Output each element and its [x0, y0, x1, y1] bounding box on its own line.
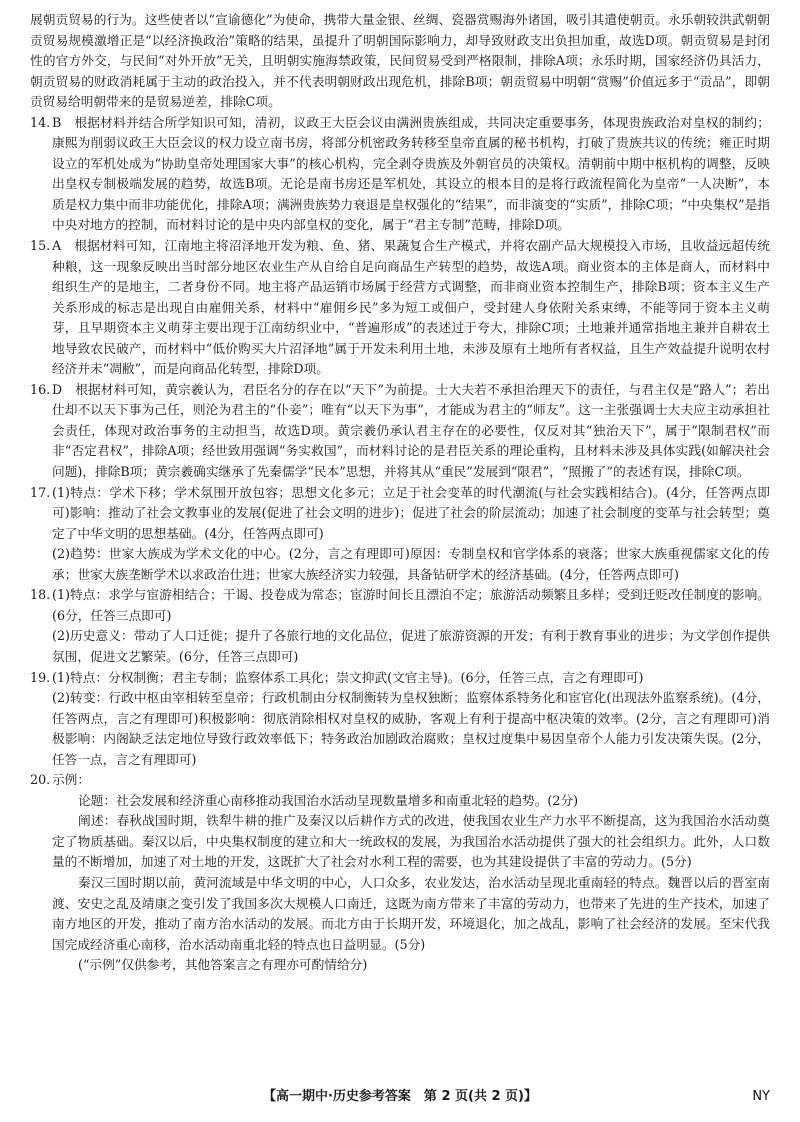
footer-code: NY	[752, 1089, 770, 1104]
answer-18-part-2: (2)历史意义：带动了人口迁徙；提升了各旅行地的文化品位，促进了旅游资源的开发；有利于教育事业的进步；为文学创作提供氛围，促进文艺繁荣。(6分，任答三点即可)	[52, 628, 770, 664]
answer-number: 14.	[30, 114, 51, 130]
footer-page-info: 【高一期中·历史参考答案 第 2 页(共 2 页)】	[262, 1089, 538, 1104]
answer-number: 18.	[30, 587, 51, 603]
answer-19	[30, 668, 770, 771]
answer-16	[30, 380, 770, 483]
answer-17-part-2: (2)趋势：世家大族成为学术文化的中心。(2分，言之有理即可)原因：专制皇权和官学体系的衰落；世家大族重视儒家文化的传承；世家大族垄断学术以求政治仕进；世家大族经济实力较强，具备钻研学术的经济基础。(4分，任答两点即可)	[52, 546, 770, 582]
q13-continuation: 展朝贡贸易的行为。这些使者以“宣谕德化”为使命，携带大量金银、丝绸、瓷器赏赐海外诸国，吸引其遣使朝贡。永乐朝较洪武朝朝贡贸易规模激增正是“以经济换政治”策略的结果，虽提升了明朝国际影响力，却导致财政支出负担加重，故选D项。朝贡贸易是封闭性的官方外交，与民间“对外开放”无关，且明朝实施海禁政策，民间贸易受到严格限制，排除A项；永乐时期，国家经济仍具活力，朝贡贸易的财政消耗属于主动的政治投入，并不代表明朝财政出现危机，排除B项；朝贡贸易中明朝“赏赐”价值远多于“贡品”，即朝贡贸易给明朝带来的是贸易逆差，排除C项。	[30, 12, 770, 110]
answer-20-elaboration: 阐述：春秋战国时期，铁犁牛耕的推广及秦汉以后耕作方式的改进，使我国农业生产力水平不断提高，这为我国治水活动奠定了物质基础。秦汉以后，中央集权制度的建立和大一统政权的发展，为我国治水活动提供了强大的社会组织力。此外，人口数量的不断增加，加速了对土地的开发，这既扩大了社会对水利工程的需要，也为其建设提供了丰富的劳动力。(5分)	[52, 813, 770, 870]
answer-20	[30, 770, 770, 975]
answer-number: 17.	[30, 484, 51, 500]
answer-19-part-2: (2)转变：行政中枢由宰相转至皇帝；行政机制由分权制衡转为皇权独断；监察体系特务化和宦官化(出现法外监察系统)。(4分，任答两点，言之有理即可)积极影响：彻底消除相权对皇权的威胁，客观上有利于提高中枢决策的效率。(2分，言之有理即可)消极影响：内阁缺乏法定地位导致行政效率低下；特务政治加剧政治腐败；皇权过度集中易因皇帝个人能力引发决策失误。(2分，任答一点，言之有理即可)	[52, 690, 770, 767]
answer-20-note: (“示例”仅供参考，其他答案言之有理亦可酌情给分)	[78, 957, 368, 973]
answer-18-part-1: (1)特点：求学与宦游相结合；干谒、投卷成为常态；宦游时间长且漂泊不定；旅游活动频繁且多样；受到迁贬改任制度的影响。(6分，任答三点即可)	[52, 587, 770, 623]
answer-15	[30, 236, 770, 380]
answer-number: 20.	[30, 772, 51, 788]
answer-number: 19.	[30, 669, 51, 685]
answer-text: (1)特点：学术下移；学术氛围开放包容；思想文化多元；立足于社会变革的时代潮流(与社会实践相结合)。(4分，任答两点即可)影响：推动了社会文教事业的发展(促进了社会文明的进步)；促进了社会的阶层流动；加速了社会制度的变革与社会转型；奠定了中华文明的思想基础。(4分，任答两点即可)	[52, 484, 770, 541]
answer-17	[30, 483, 770, 586]
answer-20-heading: 示例：	[52, 772, 91, 788]
answer-text: D 根据材料可知，黄宗羲认为，君臣名分的存在以“天下”为前提。士大夫若不承担治理天下的责任，与君主仅是“路人”；若出仕却不以天下事为己任，则沦为君主的“仆妾”；唯有“以天下为事”，才能成为君主的“师友”。这一主张强调士大夫应主动承担社会责任，体现对政治事务的主动担当，故选D项。黄宗羲仍承认君主存在的必要性，仅反对其“独治天下”，属于“限制君权”而非“否定君权”，排除A项；经世致用强调“务实救国”，而材料讨论的是君臣关系的理论重构，且材料未涉及具体实践(如解决社会问题)，排除B项；黄宗羲确实继承了先秦儒学“民本”思想，并将其从“重民”发展到“限君”，“照搬了”的表述有误，排除C项。	[52, 381, 770, 480]
answer-number: 15.	[30, 238, 51, 254]
answer-18	[30, 585, 770, 667]
page-footer	[0, 1087, 800, 1107]
answer-14	[30, 113, 770, 236]
answer-20-thesis: 论题：社会发展和经济重心南移推动我国治水活动呈现数量增多和南重北轻的趋势。(2分)	[78, 792, 579, 808]
answer-text: B 根据材料并结合所学知识可知，清初，议政王大臣会议由满洲贵族组成，共同决定重要事务，体现贵族政治对皇权的制约；康熙为削弱议政王大臣会议的权力设立南书房，将部分机密政务转移至皇帝直属的秘书机构，打破了贵族共议的传统；雍正时期设立的军机处成为“协助皇帝处理国家大事”的核心机构，完全剥夺贵族及外朝官员的决策权。清朝前中期中枢机构的调整，反映出皇权专制极端发展的趋势，故选B项。无论是南书房还是军机处，其设立的根本目的是将行政流程简化为皇帝“一人决断”，本质是权力集中而非功能优化，排除A项；满洲贵族势力衰退是皇权强化的“结果”，而非演变的“实质”，排除C项；“中央集权”是指中央对地方的控制，而材料讨论的是中央内部皇权的变化，属于“君主专制”范畴，排除D项。	[52, 114, 770, 233]
answer-19-part-1: (1)特点：分权制衡；君主专制；监察体系工具化；崇文抑武(文官主导)。(6分，任答三点，言之有理即可)	[52, 669, 644, 685]
answer-content	[30, 10, 770, 976]
answer-20-paragraph: 秦汉三国时期以前，黄河流域是中华文明的中心，人口众多，农业发达，治水活动呈现北重南轻的特点。魏晋以后的晋室南渡、安史之乱及靖康之变引发了我国多次大规模人口南迁，这既为南方带来了丰富的劳动力，也带来了先进的生产技术，加速了南方地区的开发，推动了南方治水活动的发展。而北方由于长期开发，环境退化，加之战乱，影响了社会经济的发展。至宋代我国完成经济重心南移，治水活动南重北轻的特点也日益明显。(5分)	[52, 874, 770, 952]
answer-number: 16.	[30, 381, 51, 397]
answer-text: A 根据材料可知，江南地主将沼泽地开发为粮、鱼、猪、果蔬复合生产模式，并将农副产品大规模投入市场，且收益远超传统种粮，这一现象反映出当时部分地区农业生产从自给自足向商品生产转型的趋势，故选A项。商业资本的主体是商人，而材料中组织生产的是地主，二者身份不同。地主将产品运销市场属于经营方式调整，而非商业资本控制生产，排除B项；资本主义生产关系形成的标志是出现自由雇佣关系，材料中“雇佣乡民”多为短工或佃户，受封建人身依附关系束缚，不能等同于资本主义萌芽，且早期资本主义萌芽主要出现于江南纺织业中，“普遍形成”的表述过于夸大，排除C项；土地兼并通常指地主兼并自耕农土地导致农民破产，而材料中“低价购买大片沼泽地”属于开发未利用土地，未涉及原有土地所有者权益，且生产效益提升说明农村经济并未“凋敝”，而是向商品化转型，排除D项。	[52, 238, 770, 377]
